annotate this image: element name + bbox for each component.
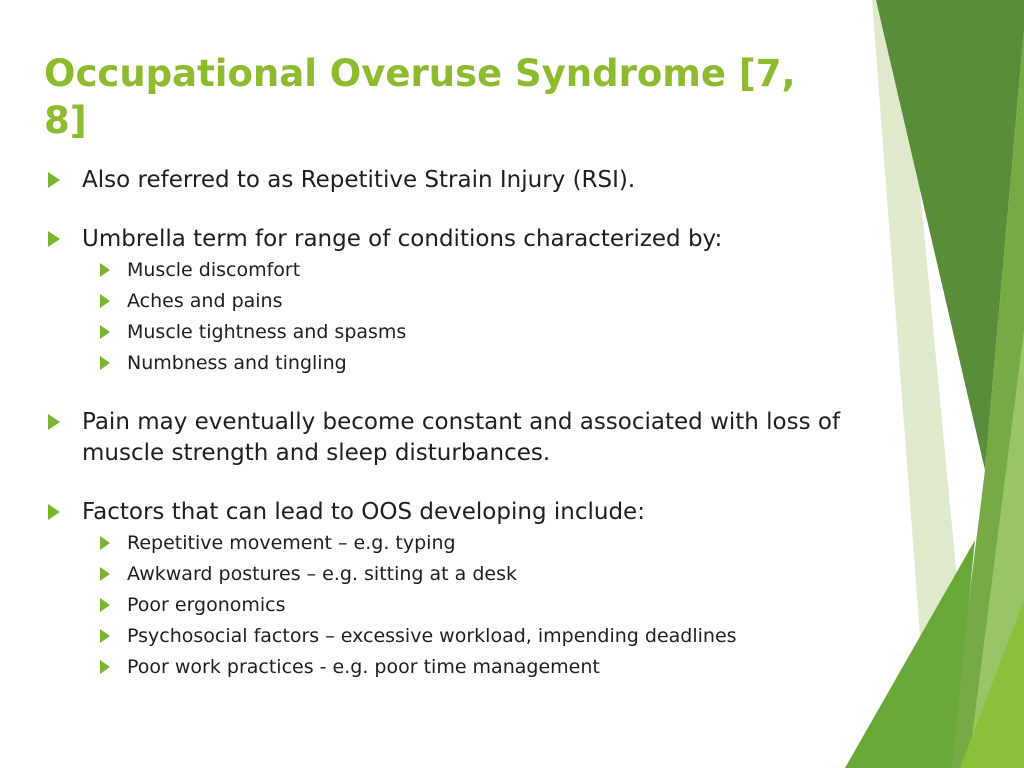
sub-bullet-item bbox=[44, 286, 864, 317]
triangle-right-icon bbox=[100, 263, 110, 277]
sub-bullet-item bbox=[44, 528, 864, 559]
sub-bullet-text: Psychosocial factors – excessive workload, impending deadlines bbox=[127, 625, 737, 647]
triangle-right-icon bbox=[100, 356, 110, 370]
bullet-list bbox=[44, 165, 864, 683]
bullet-text: Also referred to as Repetitive Strain Injury (RSI). bbox=[82, 167, 636, 193]
sub-bullet-item bbox=[44, 621, 864, 652]
sub-bullet-item bbox=[44, 559, 864, 590]
bullet-text: Factors that can lead to OOS developing include: bbox=[82, 499, 645, 525]
triangle-right-icon bbox=[100, 294, 110, 308]
triangle-right-icon bbox=[48, 414, 60, 430]
triangle-right-icon bbox=[100, 536, 110, 550]
triangle-right-icon bbox=[48, 504, 60, 520]
bullet-text: Pain may eventually become constant and associated with loss of muscle strength and sleep disturbances. bbox=[82, 409, 841, 466]
slide-title: Occupational Overuse Syndrome [7, 8] bbox=[44, 52, 796, 142]
sub-bullet-item bbox=[44, 348, 864, 379]
sub-bullet-text: Muscle tightness and spasms bbox=[127, 321, 407, 343]
sub-bullet-item bbox=[44, 652, 864, 683]
sub-bullet-text: Aches and pains bbox=[127, 290, 283, 312]
sub-bullet-text: Repetitive movement – e.g. typing bbox=[127, 532, 456, 554]
bullet-text: Umbrella term for range of conditions characterized by: bbox=[82, 226, 723, 252]
sub-bullet-text: Numbness and tingling bbox=[127, 352, 347, 374]
bullet-item bbox=[44, 497, 864, 528]
sub-bullet-item bbox=[44, 590, 864, 621]
sub-bullet-item bbox=[44, 255, 864, 286]
sub-bullet-text: Poor ergonomics bbox=[127, 594, 286, 616]
sub-bullet-text: Awkward postures – e.g. sitting at a desk bbox=[127, 563, 518, 585]
bullet-item bbox=[44, 407, 864, 469]
triangle-right-icon bbox=[100, 629, 110, 643]
triangle-right-icon bbox=[100, 598, 110, 612]
triangle-right-icon bbox=[48, 231, 60, 247]
triangle-right-icon bbox=[48, 172, 60, 188]
triangle-right-icon bbox=[100, 660, 110, 674]
bullet-item bbox=[44, 165, 864, 196]
triangle-right-icon bbox=[100, 325, 110, 339]
triangle-right-icon bbox=[100, 567, 110, 581]
sub-bullet-item bbox=[44, 317, 864, 348]
sub-bullet-text: Muscle discomfort bbox=[127, 259, 301, 281]
bullet-item bbox=[44, 224, 864, 255]
sub-bullet-text: Poor work practices - e.g. poor time management bbox=[127, 656, 600, 678]
